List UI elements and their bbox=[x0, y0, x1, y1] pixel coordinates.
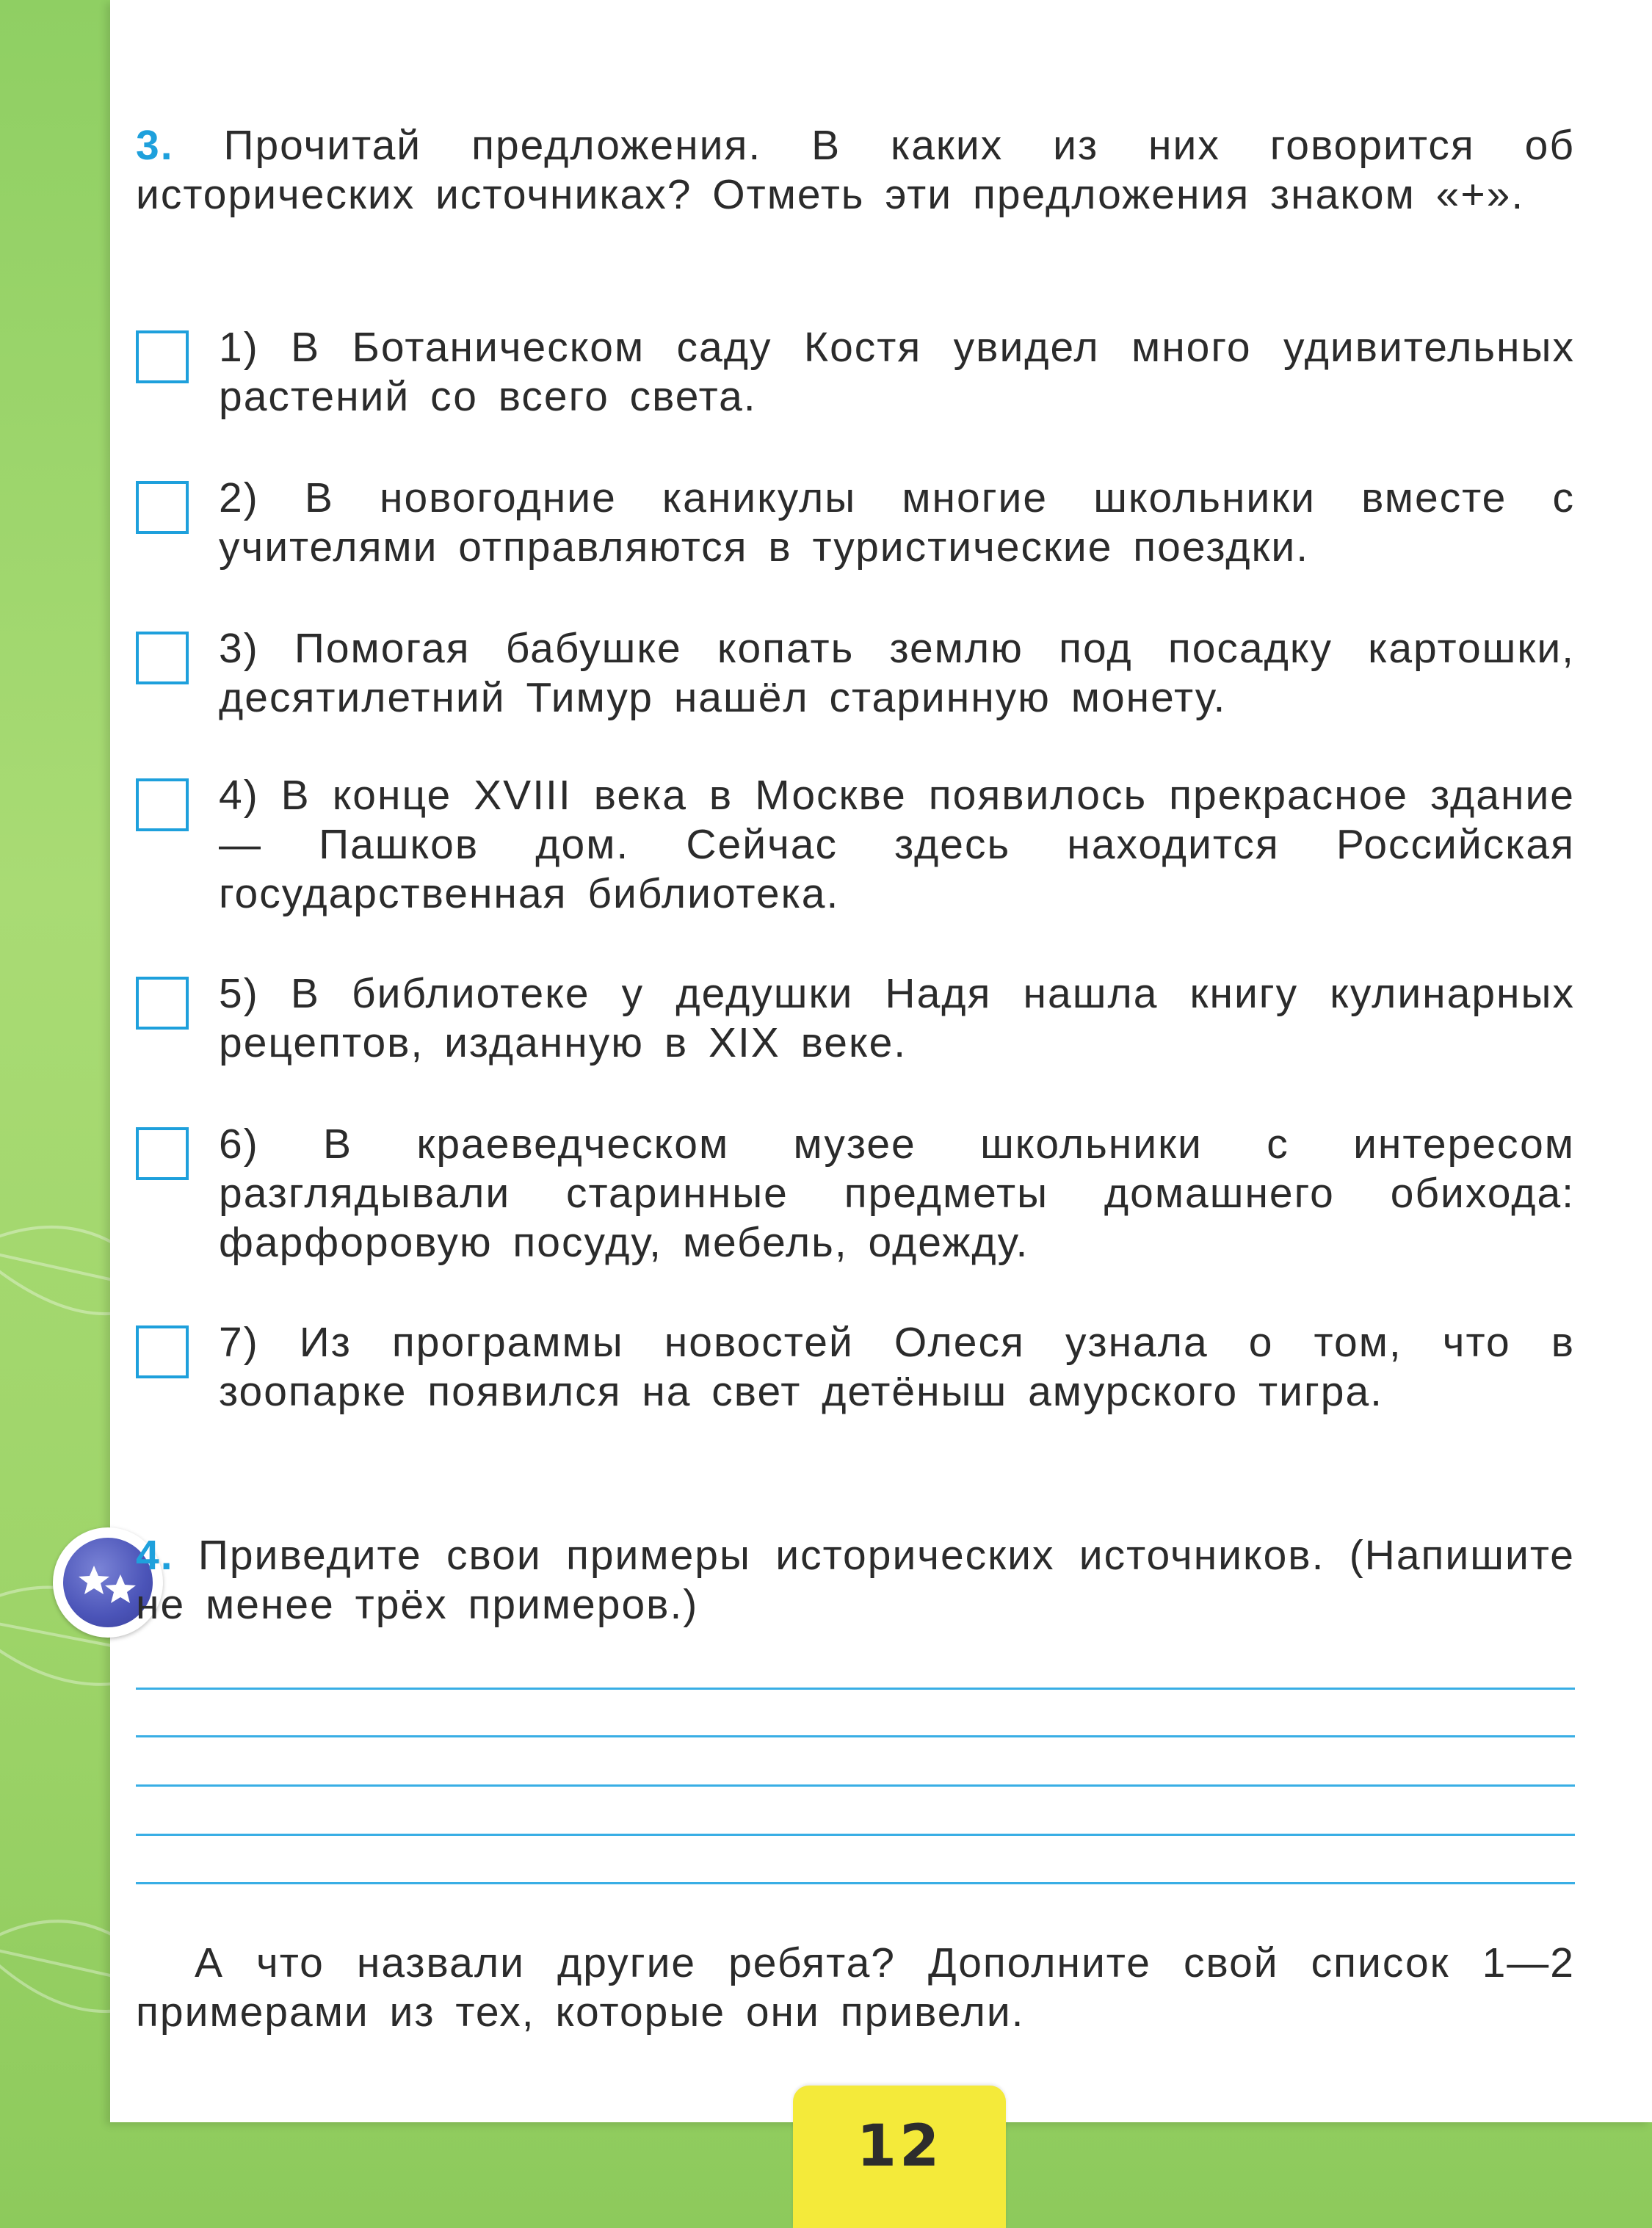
answer-line[interactable] bbox=[136, 1882, 1575, 1884]
answer-checkbox[interactable] bbox=[136, 977, 189, 1030]
task-3-instruction bbox=[136, 121, 1575, 220]
item-text: 7) Из программы новостей Олеся узнала о том, что в зоопарке появился на свет детёныш амурского тигра. bbox=[219, 1319, 1575, 1415]
answer-checkbox[interactable] bbox=[136, 632, 189, 684]
answer-line[interactable] bbox=[136, 1688, 1575, 1690]
task-3-number: 3. bbox=[136, 122, 174, 169]
item-text: 3) Помогая бабушке копать землю под посадку картошки, десятилетний Тимур нашёл старинную монету. bbox=[219, 625, 1575, 721]
page-number: 12 bbox=[856, 2113, 943, 2180]
answer-checkbox[interactable] bbox=[136, 1127, 189, 1180]
task-4-instruction bbox=[136, 1531, 1575, 1630]
item-text: 1) В Ботаническом саду Костя увидел много удивительных растений со всего света. bbox=[219, 324, 1575, 420]
answer-checkbox[interactable] bbox=[136, 330, 189, 383]
answer-line[interactable] bbox=[136, 1834, 1575, 1836]
answer-line[interactable] bbox=[136, 1735, 1575, 1737]
follow-up-text: А что назвали другие ребята? Дополните свой список 1—2 примерами из тех, которые они привели. bbox=[136, 1939, 1575, 2036]
answer-checkbox[interactable] bbox=[136, 1325, 189, 1378]
answer-checkbox[interactable] bbox=[136, 481, 189, 534]
page-number-tab bbox=[793, 2086, 1006, 2228]
task-3-text: Прочитай предложения. В каких из них говорится об исторических источниках? Отметь эти предложения знаком «+». bbox=[136, 122, 1575, 218]
task-4-number: 4. bbox=[136, 1532, 174, 1579]
answer-line[interactable] bbox=[136, 1784, 1575, 1787]
answer-checkbox[interactable] bbox=[136, 778, 189, 831]
item-text: 4) В конце XVIII века в Москве появилось прекрасное здание — Пашков дом. Сейчас здесь находится Российская государственная библиотека. bbox=[219, 772, 1575, 917]
item-text: 5) В библиотеке у дедушки Надя нашла книгу кулинарных рецептов, изданную в XIX веке. bbox=[219, 970, 1575, 1066]
task-4-text: Приведите свои примеры исторических источников. (Напишите не менее трёх примеров.) bbox=[136, 1532, 1575, 1628]
item-text: 6) В краеведческом музее школьники с интересом разглядывали старинные предметы домашнего обихода: фарфоровую посуду, мебель, одежду. bbox=[219, 1121, 1575, 1266]
item-text: 2) В новогодние каникулы многие школьники вместе с учителями отправляются в туристические поездки. bbox=[219, 474, 1575, 571]
